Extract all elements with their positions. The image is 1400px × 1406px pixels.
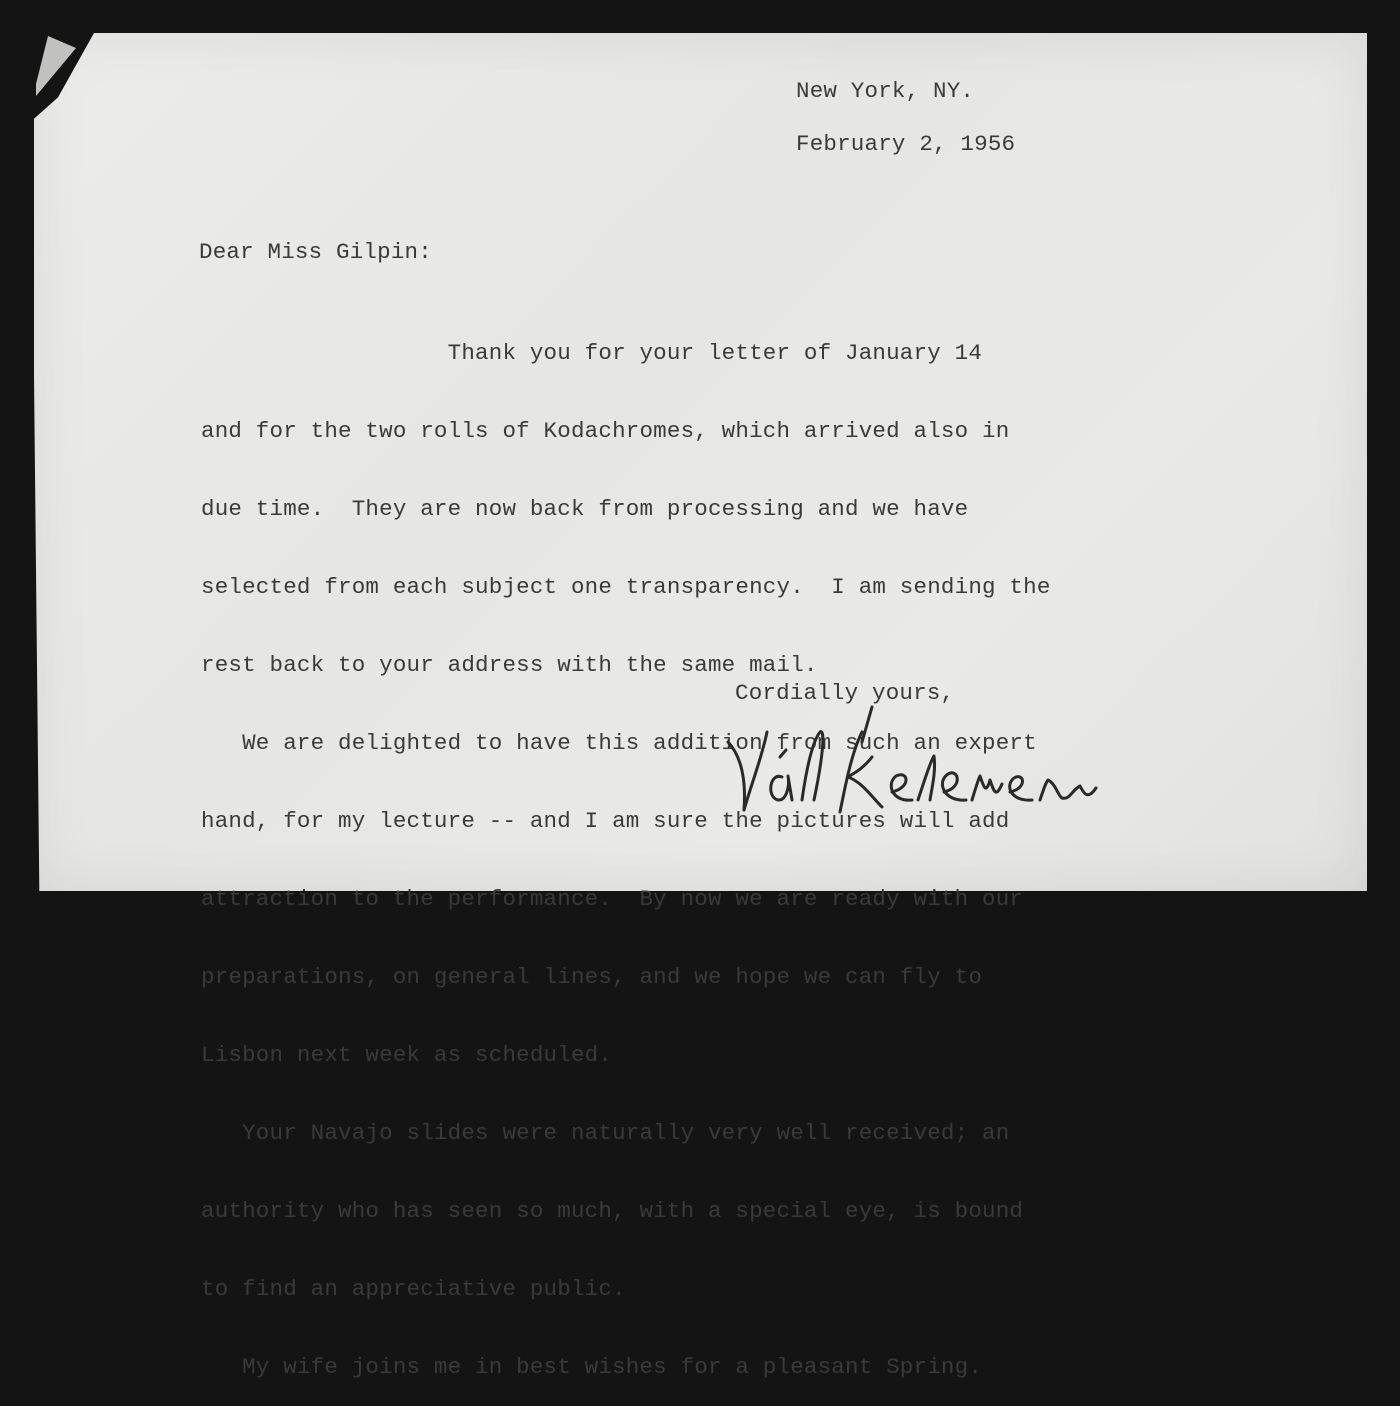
body-line: to find an appreciative public.	[201, 1276, 626, 1302]
letter-salutation: Dear Miss Gilpin:	[199, 239, 432, 265]
letter-body	[201, 288, 1051, 1406]
letter-closing: Cordially yours,	[735, 680, 955, 706]
letter-place: New York, NY.	[796, 78, 975, 104]
body-line: selected from each subject one transparency. I am sending the	[201, 574, 1051, 600]
body-line: We are delighted to have this addition from such an expert	[201, 730, 1037, 756]
body-line: preparations, on general lines, and we hope we can fly to	[201, 964, 983, 990]
handwritten-signature	[722, 702, 1132, 822]
body-line: Lisbon next week as scheduled.	[201, 1042, 613, 1068]
body-line: rest back to your address with the same mail.	[201, 652, 818, 678]
body-line: and for the two rolls of Kodachromes, which arrived also in	[201, 418, 1010, 444]
body-line: attraction to the performance. By now we are ready with our	[201, 886, 1024, 912]
body-line: authority who has seen so much, with a special eye, is bound	[201, 1198, 1024, 1224]
letter-date: February 2, 1956	[796, 131, 1016, 157]
body-line: Thank you for your letter of January 14	[201, 340, 983, 366]
body-line: due time. They are now back from processing and we have	[201, 496, 969, 522]
body-line: Your Navajo slides were naturally very well received; an	[201, 1120, 1010, 1146]
body-line: hand, for my lecture -- and I am sure the pictures will add	[201, 808, 1010, 834]
body-line: My wife joins me in best wishes for a pleasant Spring.	[201, 1354, 983, 1380]
